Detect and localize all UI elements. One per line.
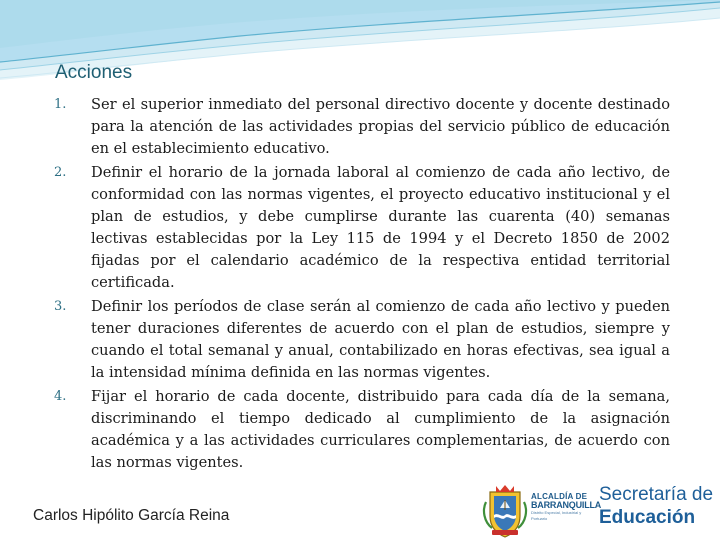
list-item-text: Definir el horario de la jornada laboral al comienzo de cada año lectivo, de conformidad con las normas vigentes, el proyecto educativo institucional y el plan de estudios, y debe cumplirse durante las cuarenta (40) semanas lectivas establecidas por la Ley 115 de 1994 y el Decreto 1850 de 2002 fijadas por el calendario académico de la respectiva entidad territorial certificada. [91,164,670,291]
secretaria-line-1: Secretaría de [599,484,714,505]
alcaldia-logo [478,480,602,538]
alcaldia-line-2: BARRANQUILLA [531,500,602,510]
list-item-number: 4. [54,389,67,404]
secretaria-educacion-logo [599,484,720,530]
alcaldia-line-3: Distrito Especial, Industrial y Portuario [531,510,582,521]
alcaldia-wordmark [531,492,602,522]
author-name: Carlos Hipólito García Reina [33,507,230,524]
list-item-number: 2. [54,165,67,180]
actions-list [54,94,670,476]
list-item-text: Ser el superior inmediato del personal directivo docente y docente destinado para la atención de las actividades propias del servicio público de educación en el establecimiento educativo. [91,96,670,157]
slide-title: Acciones [55,62,133,83]
list-item-number: 3. [54,299,67,314]
list-item [54,94,670,160]
coat-of-arms-icon [480,482,530,540]
alcaldia-line-1: ALCALDÍA DE [531,492,588,501]
list-item-text: Fijar el horario de cada docente, distribuido para cada día de la semana, discriminando el tiempo dedicado al cumplimiento de la asignación académica y a las actividades curriculares complementarias, de acuerdo con las normas vigentes. [91,388,670,471]
list-item [54,386,670,474]
secretaria-line-2: Educación [599,507,696,528]
list-item-text: Definir los períodos de clase serán al comienzo de cada año lectivo y pueden tener duraciones diferentes de acuerdo con el plan de estudios, siempre y cuando el total semanal y anual, contabilizado en horas efectivas, sea igual a la intensidad mínima definida en las normas vigentes. [91,298,670,381]
list-item [54,162,670,294]
footer-logos [478,480,720,540]
list-item-number: 1. [54,97,67,112]
list-item [54,296,670,384]
